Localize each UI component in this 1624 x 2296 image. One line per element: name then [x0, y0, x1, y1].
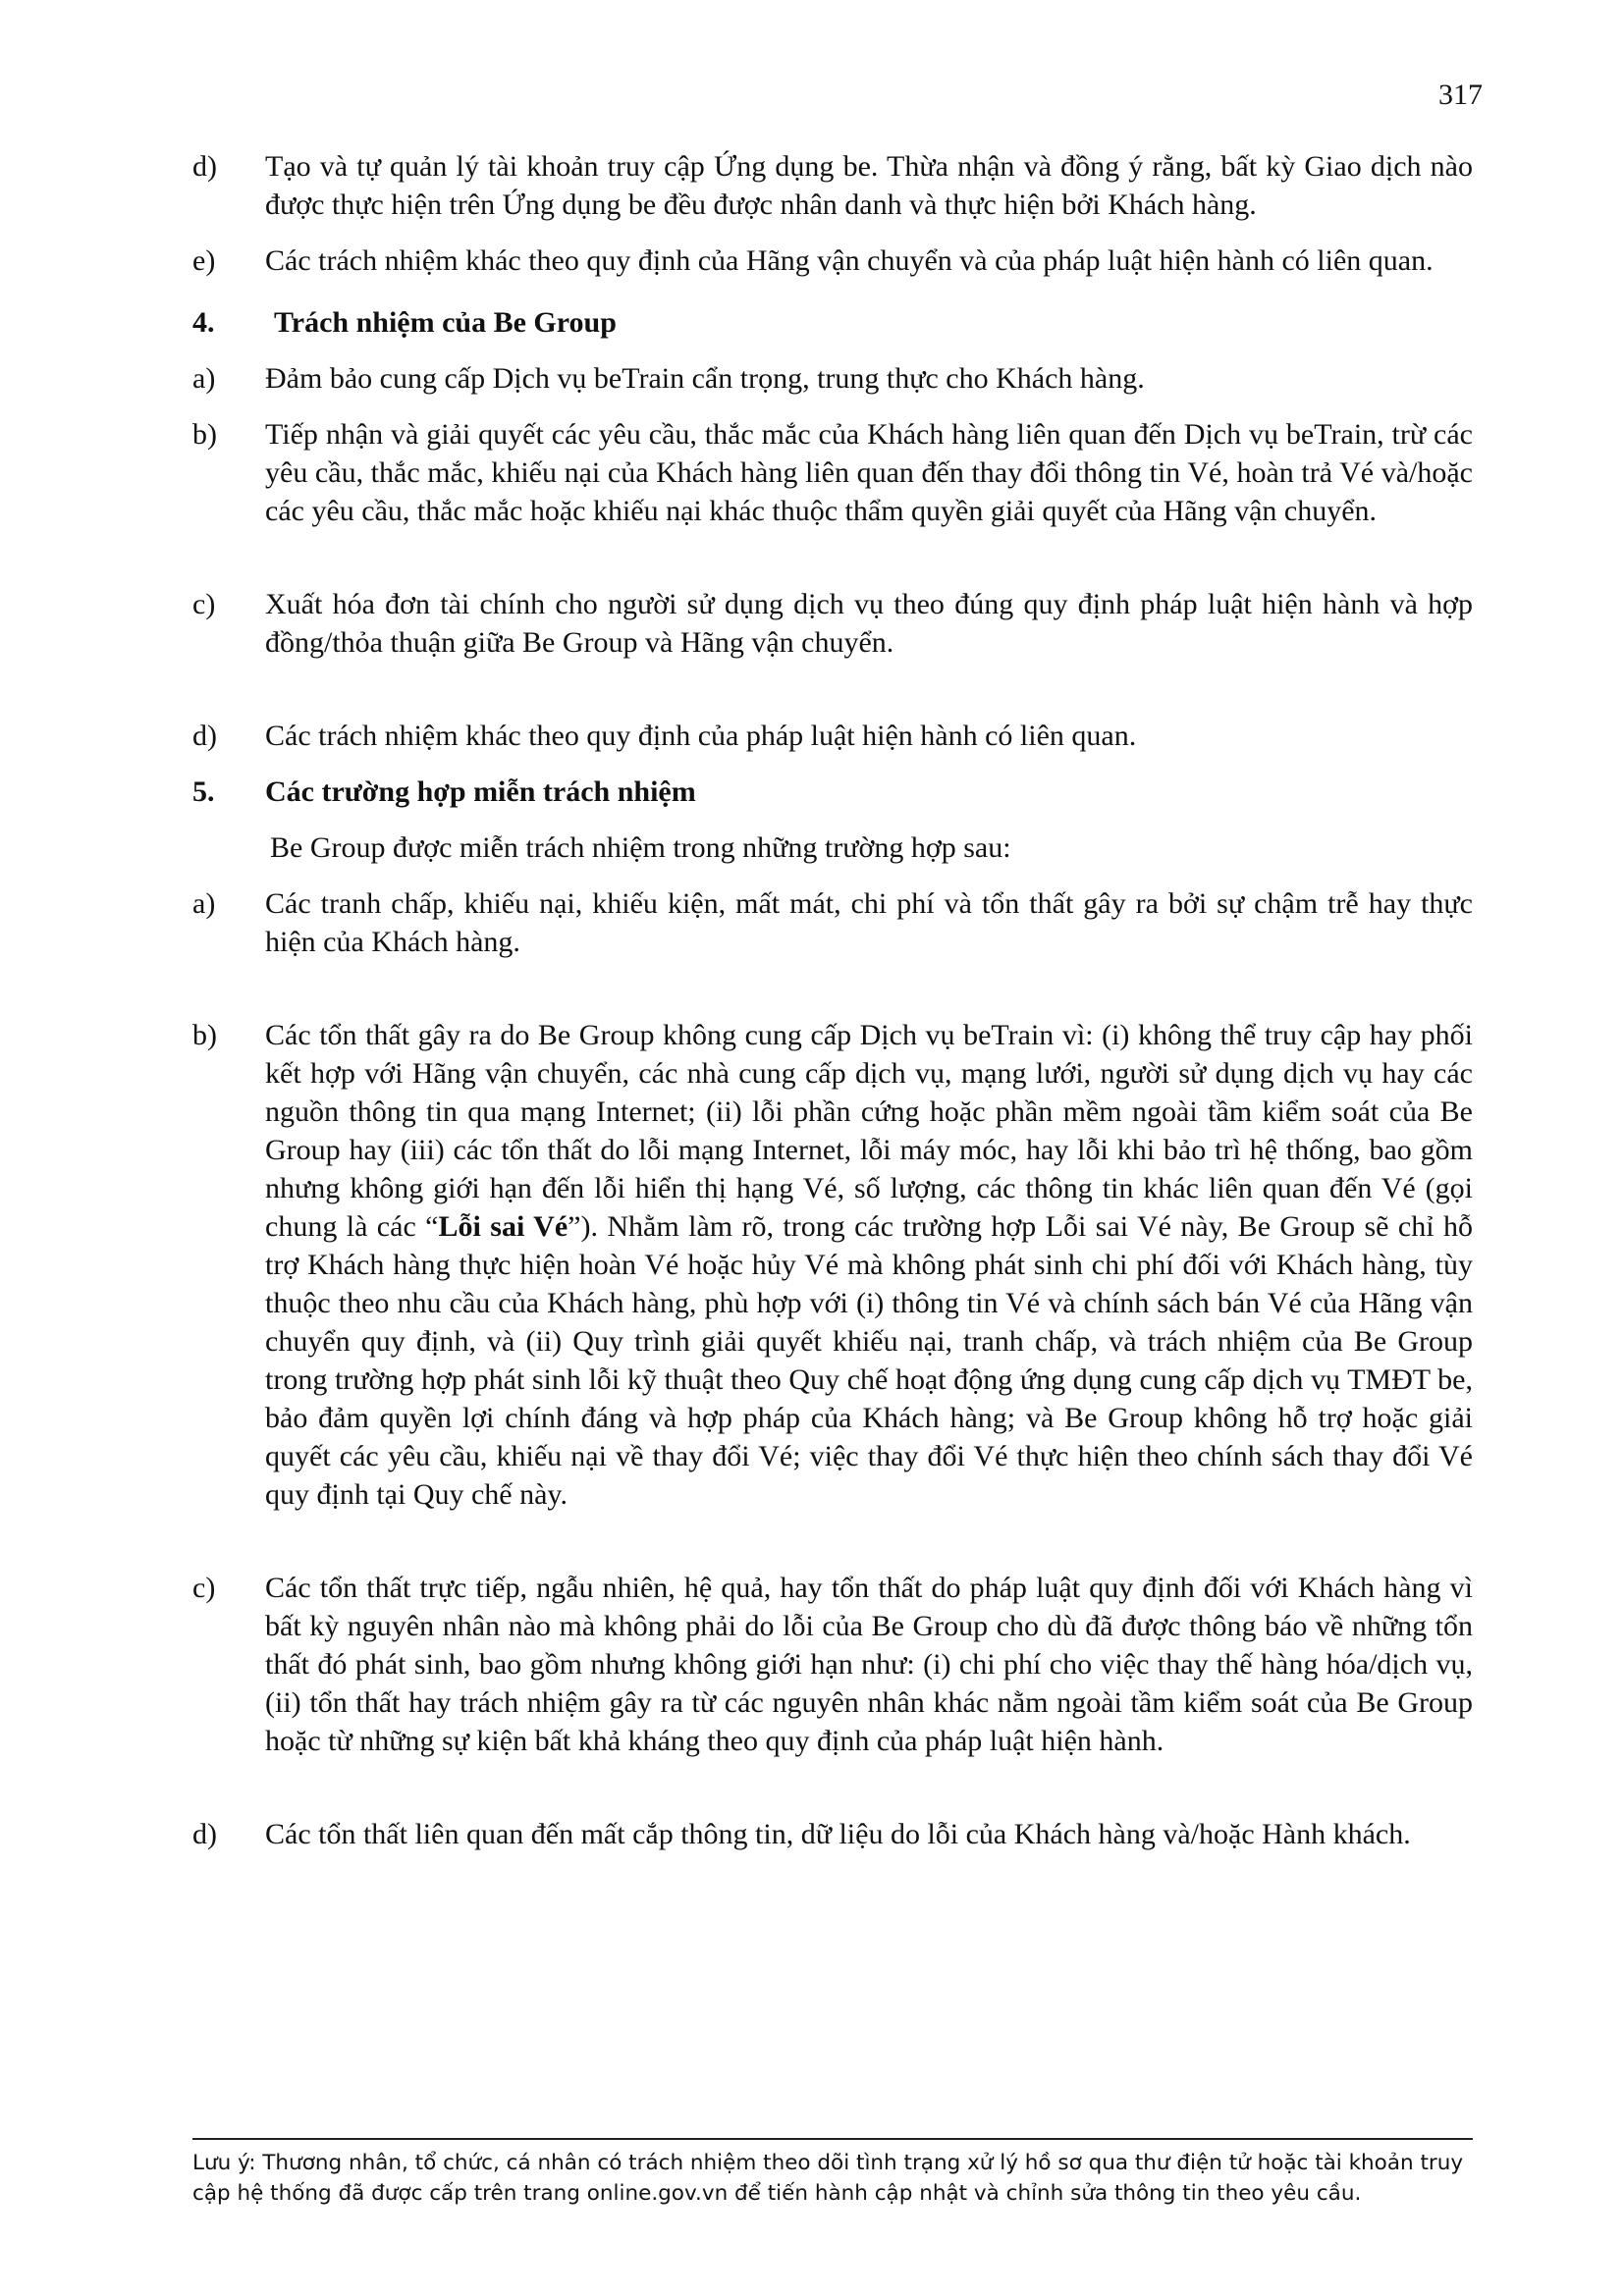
item-text: Đảm bảo cung cấp Dịch vụ beTrain cẩn trọng, trung thực cho Khách hàng. [265, 362, 1145, 395]
footer-note [192, 2148, 1473, 2209]
item-text: Các tổn thất trực tiếp, ngẫu nhiên, hệ quả, hay tổn thất do pháp luật quy định đối với Khách hàng vì bất kỳ nguyên nhân nào mà không phải do lỗi của Be Group cho dù đã được thông báo về những tổn thất đó phát sinh, bao gồm nhưng không giới hạn như: (i) chi phí cho việc thay thế hàng hóa/dịch vụ, (ii) tổn thất hay trách nhiệm gây ra từ các nguyên nhân khác nằm ngoài tầm kiểm soát của Be Group hoặc từ những sự kiện bất khả kháng theo quy định của pháp luật hiện hành. [265, 1572, 1473, 1757]
item-label: c) [192, 1572, 216, 1604]
list-item-d [192, 1815, 1473, 1853]
section-5-heading [192, 773, 1473, 811]
item-text-part: ”). Nhằm làm rõ, trong các trường hợp Lỗi sai Vé này, Be Group sẽ chỉ hỗ trợ Khách hàng thực hiện hoàn Vé hoặc hủy Vé mà không phát sinh chi phí đối với Khách hàng, tùy thuộc theo nhu cầu của Khách hàng, phù hợp với (i) thông tin Vé và chính sách bán Vé của Hãng vận chuyển quy định, và (ii) Quy trình giải quyết khiếu nại, tranh chấp, và trách nhiệm của Be Group trong trường hợp phát sinh lỗi kỹ thuật theo Quy chế hoạt động ứng dụng cung cấp dịch vụ TMĐT be, bảo đảm quyền lợi chính đáng và hợp pháp của Khách hàng; và Be Group không hỗ trợ hoặc giải quyết các yêu cầu, khiếu nại về thay đổi Vé; việc thay đổi Vé thực hiện theo chính sách thay đổi Vé quy định tại Quy chế này. [265, 1210, 1473, 1511]
item-label: e) [192, 244, 216, 277]
item-text: Các tổn thất liên quan đến mất cắp thông tin, dữ liệu do lỗi của Khách hàng và/hoặc Hành khách. [265, 1818, 1411, 1850]
item-label: c) [192, 588, 216, 620]
page-number: 317 [1438, 79, 1483, 111]
item-text: Các tranh chấp, khiếu nại, khiếu kiện, mất mát, chi phí và tổn thất gây ra bởi sự chậm trễ hay thực hiện của Khách hàng. [265, 887, 1473, 958]
item-text-part: Các tổn thất gây ra do Be Group không cung cấp Dịch vụ beTrain vì: (i) không thể truy cập hay phối kết hợp với Hãng vận chuyển, các nhà cung cấp dịch vụ, mạng lưới, người sử dụng dịch vụ hay các nguồn thông tin qua mạng Internet; (ii) lỗi phần cứng hoặc phần mềm ngoài tầm kiểm soát của Be Group hay (iii) các tổn thất do lỗi mạng Internet, lỗi máy móc, hay lỗi khi bảo trì hệ thống, bao gồm nhưng không giới hạn đến lỗi hiển thị hạng Vé, số lượng, các thông tin khác liên quan đến Vé (gọi chung là các “ [265, 1019, 1473, 1243]
item-text [265, 1016, 1473, 1514]
item-text: Tạo và tự quản lý tài khoản truy cập Ứng dụng be. Thừa nhận và đồng ý rằng, bất kỳ Giao dịch nào được thực hiện trên Ứng dụng be đều được nhân danh và thực hiện bởi Khách hàng. [265, 150, 1473, 221]
list-item-b [192, 415, 1473, 530]
document-body [192, 139, 1473, 1853]
section-number: 5. [192, 775, 215, 808]
item-label: a) [192, 887, 216, 920]
list-item-d [192, 717, 1473, 755]
list-item-d [192, 147, 1473, 224]
section-intro: Be Group được miễn trách nhiệm trong những trường hợp sau: [270, 831, 1011, 864]
list-item-c [192, 585, 1473, 662]
defined-term: Lỗi sai Vé [438, 1210, 568, 1243]
item-label: d) [192, 720, 217, 752]
item-text: Các trách nhiệm khác theo quy định của pháp luật hiện hành có liên quan. [265, 720, 1137, 752]
list-item-a [192, 884, 1473, 961]
footer-line: Lưu ý: Thương nhân, tổ chức, cá nhân có trách nhiệm theo dõi tình trạng xử lý hồ sơ qua thư điện tử hoặc tài khoản truy [192, 2151, 1464, 2175]
section-number: 4. [192, 306, 215, 339]
item-label: b) [192, 418, 217, 451]
section-4-heading [192, 303, 1473, 342]
item-label: d) [192, 1818, 217, 1850]
list-item-a [192, 359, 1473, 398]
footer-line: cập hệ thống đã được cấp trên trang online.gov.vn để tiến hành cập nhật và chỉnh sửa thông tin theo yêu cầu. [192, 2181, 1362, 2206]
section-title: Trách nhiệm của Be Group [274, 306, 617, 339]
footer-divider [192, 2138, 1473, 2140]
list-item-b [192, 1016, 1473, 1514]
item-label: d) [192, 150, 217, 183]
list-item-c [192, 1569, 1473, 1760]
item-text: Xuất hóa đơn tài chính cho người sử dụng dịch vụ theo đúng quy định pháp luật hiện hành và hợp đồng/thỏa thuận giữa Be Group và Hãng vận chuyển. [265, 588, 1473, 659]
item-text: Tiếp nhận và giải quyết các yêu cầu, thắc mắc của Khách hàng liên quan đến Dịch vụ beTrain, trừ các yêu cầu, thắc mắc, khiếu nại của Khách hàng liên quan đến thay đổi thông tin Vé, hoàn trả Vé và/hoặc các yêu cầu, thắc mắc hoặc khiếu nại khác thuộc thẩm quyền giải quyết của Hãng vận chuyển. [265, 418, 1473, 527]
item-label: a) [192, 362, 216, 395]
list-item-e [192, 241, 1473, 280]
item-text: Các trách nhiệm khác theo quy định của Hãng vận chuyển và của pháp luật hiện hành có liên quan. [265, 244, 1434, 277]
item-label: b) [192, 1019, 217, 1051]
section-title: Các trường hợp miễn trách nhiệm [265, 775, 696, 808]
